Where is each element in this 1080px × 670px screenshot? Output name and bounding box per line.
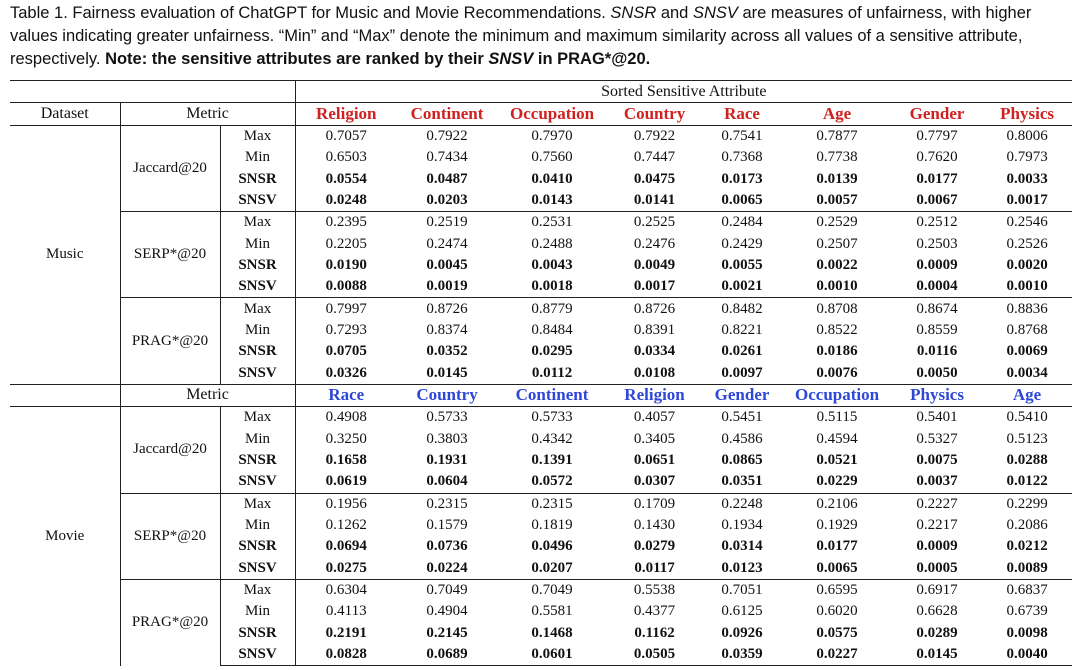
table-row: [10, 407, 1072, 429]
value-cell: 0.7051: [702, 579, 782, 601]
attribute-header: Country: [607, 103, 702, 125]
stat-label: Min: [220, 147, 295, 168]
table-row: [10, 579, 1072, 601]
value-cell: 0.5410: [982, 407, 1072, 429]
value-cell: 0.0010: [816, 278, 858, 295]
value-cell: 0.0108: [633, 364, 676, 381]
value-cell: 0.0177: [816, 538, 858, 555]
value-cell: 0.8482: [702, 298, 782, 320]
value-cell: 0.0487: [426, 170, 468, 187]
caption-text-2: are measures of unfairness, with higher values indicating greater unfairness. “Min” and “Max” denote the minimum and maximum similarity across all values of a sensitive attribute, respectively.: [10, 4, 1032, 68]
value-cell: 0.0139: [816, 170, 858, 187]
value-cell: 0.6917: [892, 579, 982, 601]
stat-label: SNSR: [220, 536, 295, 557]
value-cell: 0.6304: [295, 579, 397, 601]
value-cell: 0.4904: [426, 603, 468, 620]
value-cell: 0.3405: [633, 430, 676, 447]
metric-label: SERP*@20: [120, 493, 220, 579]
value-cell: 0.0275: [325, 559, 367, 576]
value-cell: 0.1579: [426, 517, 468, 534]
dataset-label: Movie: [10, 407, 120, 666]
value-cell: 0.2488: [531, 235, 573, 252]
value-cell: 0.0601: [497, 644, 607, 666]
value-cell: 0.4057: [607, 407, 702, 429]
value-cell: 0.0075: [916, 452, 958, 469]
attribute-header: Race: [702, 103, 782, 125]
value-cell: 0.1934: [721, 517, 763, 534]
value-cell: 0.7049: [497, 579, 607, 601]
caption-note-1: Note: the sensitive attributes are ranked by their: [105, 50, 489, 68]
metric-header: Metric: [120, 384, 295, 406]
value-cell: 0.7293: [325, 321, 367, 338]
attribute-header: Country: [397, 384, 497, 406]
dataset-label: Music: [10, 125, 120, 384]
metric-label: PRAG*@20: [120, 298, 220, 384]
value-cell: 0.0496: [531, 538, 573, 555]
value-cell: 0.8726: [607, 298, 702, 320]
value-cell: 0.2227: [892, 493, 982, 515]
stat-label: Min: [220, 429, 295, 450]
value-cell: 0.0057: [816, 191, 858, 208]
value-cell: 0.0116: [916, 343, 958, 360]
value-cell: 0.4377: [633, 603, 676, 620]
value-cell: 0.1430: [633, 517, 676, 534]
value-cell: 0.5401: [892, 407, 982, 429]
attribute-header: Religion: [295, 103, 397, 125]
value-cell: 0.0575: [816, 624, 858, 641]
value-cell: 0.0122: [1006, 473, 1048, 490]
value-cell: 0.7620: [916, 149, 958, 166]
value-cell: 0.0694: [325, 538, 367, 555]
value-cell: 0.2217: [916, 517, 958, 534]
attribute-header: Gender: [702, 384, 782, 406]
value-cell: 0.7447: [633, 149, 676, 166]
stat-label: Max: [220, 493, 295, 515]
metric-header: Metric: [120, 103, 295, 125]
value-cell: 0.0043: [531, 256, 573, 273]
value-cell: 0.2531: [497, 212, 607, 234]
value-cell: 0.4113: [325, 603, 367, 620]
value-cell: 0.7434: [426, 149, 468, 166]
value-cell: 0.2395: [295, 212, 397, 234]
table-caption: [10, 2, 1072, 71]
value-cell: 0.2512: [892, 212, 982, 234]
dataset-header-empty: [10, 384, 120, 406]
value-cell: 0.0017: [633, 278, 676, 295]
value-cell: 0.0018: [531, 278, 573, 295]
value-cell: 0.0705: [325, 343, 367, 360]
value-cell: 0.0736: [426, 538, 468, 555]
value-cell: 0.1391: [531, 452, 573, 469]
value-cell: 0.0475: [633, 170, 676, 187]
value-cell: 0.2205: [325, 235, 367, 252]
value-cell: 0.0069: [1006, 343, 1048, 360]
value-cell: 0.0055: [721, 256, 763, 273]
value-cell: 0.0314: [721, 538, 763, 555]
value-cell: 0.0229: [816, 473, 858, 490]
value-cell: 0.8559: [916, 321, 958, 338]
metric-label: SERP*@20: [120, 212, 220, 298]
value-cell: 0.0619: [325, 473, 367, 490]
attribute-header: Race: [295, 384, 397, 406]
value-cell: 0.0040: [982, 644, 1072, 666]
caption-snsr: SNSR: [610, 4, 657, 22]
stat-label: SNSV: [220, 471, 295, 493]
value-cell: 0.5451: [702, 407, 782, 429]
value-cell: 0.2507: [816, 235, 858, 252]
value-cell: 0.2191: [325, 624, 367, 641]
value-cell: 0.5733: [397, 407, 497, 429]
value-cell: 0.0289: [916, 624, 958, 641]
caption-snsv: SNSV: [692, 4, 738, 22]
value-cell: 0.7797: [892, 125, 982, 147]
value-cell: 0.0295: [531, 343, 573, 360]
value-cell: 0.6628: [916, 603, 958, 620]
value-cell: 0.2106: [782, 493, 892, 515]
value-cell: 0.0065: [816, 559, 858, 576]
value-cell: 0.0098: [1006, 624, 1048, 641]
value-cell: 0.5581: [531, 603, 573, 620]
value-cell: 0.2546: [982, 212, 1072, 234]
stat-label: SNSV: [220, 558, 295, 580]
value-cell: 0.0145: [892, 644, 982, 666]
value-cell: 0.0651: [633, 452, 676, 469]
value-cell: 0.2315: [397, 493, 497, 515]
stat-label: Min: [220, 515, 295, 536]
value-cell: 0.8006: [982, 125, 1072, 147]
caption-note-2: in PRAG*@20.: [533, 50, 651, 68]
value-cell: 0.0022: [816, 256, 858, 273]
value-cell: 0.2145: [426, 624, 468, 641]
value-cell: 0.0010: [1006, 278, 1048, 295]
value-cell: 0.1956: [295, 493, 397, 515]
value-cell: 0.0009: [916, 256, 958, 273]
value-cell: 0.8522: [816, 321, 858, 338]
attribute-header: Continent: [497, 384, 607, 406]
value-cell: 0.2248: [702, 493, 782, 515]
value-cell: 0.2525: [607, 212, 702, 234]
metric-label: Jaccard@20: [120, 407, 220, 493]
value-cell: 0.2484: [702, 212, 782, 234]
value-cell: 0.4908: [295, 407, 397, 429]
dataset-header: Dataset: [10, 103, 120, 125]
value-cell: 0.6020: [816, 603, 858, 620]
value-cell: 0.0021: [721, 278, 763, 295]
value-cell: 0.0009: [916, 538, 958, 555]
fairness-table: [10, 80, 1072, 666]
value-cell: 0.0227: [782, 644, 892, 666]
value-cell: 0.2315: [497, 493, 607, 515]
value-cell: 0.8374: [426, 321, 468, 338]
attribute-header: Occupation: [497, 103, 607, 125]
stat-label: Max: [220, 125, 295, 147]
value-cell: 0.0050: [916, 364, 958, 381]
caption-label: Table 1.: [10, 4, 68, 22]
value-cell: 0.0033: [1006, 170, 1048, 187]
value-cell: 0.2429: [721, 235, 763, 252]
value-cell: 0.0004: [916, 278, 958, 295]
header-empty: [10, 81, 295, 103]
sorted-attribute-header: Sorted Sensitive Attribute: [295, 81, 1072, 103]
value-cell: 0.8221: [721, 321, 763, 338]
value-cell: 0.0145: [426, 364, 468, 381]
stat-label: Max: [220, 407, 295, 429]
stat-label: SNSV: [220, 276, 295, 298]
value-cell: 0.0212: [1006, 538, 1048, 555]
value-cell: 0.0207: [531, 559, 573, 576]
value-cell: 0.5733: [497, 407, 607, 429]
value-cell: 0.2503: [916, 235, 958, 252]
stat-label: SNSV: [220, 190, 295, 212]
value-cell: 0.2526: [1006, 235, 1048, 252]
value-cell: 0.5115: [782, 407, 892, 429]
caption-note-snsv: SNSV: [488, 50, 534, 68]
value-cell: 0.0572: [531, 473, 573, 490]
value-cell: 0.0521: [816, 452, 858, 469]
value-cell: 0.8708: [782, 298, 892, 320]
attribute-header: Age: [982, 384, 1072, 406]
stat-label: Min: [220, 233, 295, 254]
value-cell: 0.8779: [497, 298, 607, 320]
value-cell: 0.0352: [426, 343, 468, 360]
stat-label: SNSR: [220, 168, 295, 189]
value-cell: 0.7970: [497, 125, 607, 147]
stat-label: Min: [220, 601, 295, 622]
value-cell: 0.6739: [1006, 603, 1048, 620]
value-cell: 0.1468: [531, 624, 573, 641]
table-row: [10, 493, 1072, 515]
attribute-header-row: [10, 384, 1072, 406]
value-cell: 0.2519: [397, 212, 497, 234]
value-cell: 0.7057: [295, 125, 397, 147]
attribute-header: Physics: [892, 384, 982, 406]
value-cell: 0.8391: [633, 321, 676, 338]
value-cell: 0.0865: [721, 452, 763, 469]
value-cell: 0.0089: [1006, 559, 1048, 576]
stat-label: SNSR: [220, 450, 295, 471]
value-cell: 0.0334: [633, 343, 676, 360]
value-cell: 0.2299: [982, 493, 1072, 515]
value-cell: 0.8836: [982, 298, 1072, 320]
stat-label: SNSR: [220, 255, 295, 276]
value-cell: 0.7973: [1006, 149, 1048, 166]
stat-label: SNSR: [220, 341, 295, 362]
metric-label: PRAG*@20: [120, 579, 220, 665]
value-cell: 0.5327: [916, 430, 958, 447]
stat-label: SNSV: [220, 644, 295, 666]
value-cell: 0.0279: [633, 538, 676, 555]
value-cell: 0.2529: [782, 212, 892, 234]
value-cell: 0.0112: [531, 364, 573, 381]
value-cell: 0.8674: [892, 298, 982, 320]
value-cell: 0.7877: [782, 125, 892, 147]
value-cell: 0.0037: [916, 473, 958, 490]
value-cell: 0.0141: [633, 191, 676, 208]
value-cell: 0.0067: [916, 191, 958, 208]
attribute-header: Occupation: [782, 384, 892, 406]
value-cell: 0.0020: [1006, 256, 1048, 273]
value-cell: 0.0505: [607, 644, 702, 666]
value-cell: 0.0177: [916, 170, 958, 187]
value-cell: 0.3250: [325, 430, 367, 447]
value-cell: 0.0926: [721, 624, 763, 641]
caption-and: and: [656, 4, 693, 22]
value-cell: 0.3803: [426, 430, 468, 447]
value-cell: 0.1931: [426, 452, 468, 469]
value-cell: 0.2086: [1006, 517, 1048, 534]
value-cell: 0.7997: [295, 298, 397, 320]
value-cell: 0.0248: [325, 191, 367, 208]
value-cell: 0.8768: [1006, 321, 1048, 338]
value-cell: 0.0351: [721, 473, 763, 490]
value-cell: 0.0019: [426, 278, 468, 295]
value-cell: 0.4586: [721, 430, 763, 447]
value-cell: 0.0410: [531, 170, 573, 187]
caption-text-1: Fairness evaluation of ChatGPT for Music and Movie Recommendations.: [67, 4, 611, 22]
header-row-top: [10, 81, 1072, 103]
table-row: [10, 212, 1072, 234]
value-cell: 0.7368: [721, 149, 763, 166]
metric-label: Jaccard@20: [120, 125, 220, 211]
value-cell: 0.5538: [607, 579, 702, 601]
value-cell: 0.0034: [1006, 364, 1048, 381]
value-cell: 0.7049: [397, 579, 497, 601]
value-cell: 0.8726: [397, 298, 497, 320]
stat-label: Max: [220, 298, 295, 320]
value-cell: 0.0828: [295, 644, 397, 666]
stat-label: SNSV: [220, 362, 295, 384]
value-cell: 0.2474: [426, 235, 468, 252]
value-cell: 0.0604: [426, 473, 468, 490]
value-cell: 0.7922: [397, 125, 497, 147]
table-row: [10, 298, 1072, 320]
value-cell: 0.0123: [721, 559, 763, 576]
value-cell: 0.1929: [816, 517, 858, 534]
stat-label: SNSR: [220, 623, 295, 644]
table-row: [10, 125, 1072, 147]
value-cell: 0.7541: [702, 125, 782, 147]
value-cell: 0.0359: [702, 644, 782, 666]
stat-label: Max: [220, 212, 295, 234]
value-cell: 0.0088: [325, 278, 367, 295]
value-cell: 0.6837: [982, 579, 1072, 601]
attribute-header: Age: [782, 103, 892, 125]
value-cell: 0.1262: [325, 517, 367, 534]
attribute-header: Religion: [607, 384, 702, 406]
value-cell: 0.0307: [633, 473, 676, 490]
value-cell: 0.2476: [633, 235, 676, 252]
attribute-header: Physics: [982, 103, 1072, 125]
value-cell: 0.7560: [531, 149, 573, 166]
value-cell: 0.0288: [1006, 452, 1048, 469]
attribute-header: Continent: [397, 103, 497, 125]
value-cell: 0.6503: [325, 149, 367, 166]
value-cell: 0.1819: [531, 517, 573, 534]
value-cell: 0.0261: [721, 343, 763, 360]
value-cell: 0.1658: [325, 452, 367, 469]
value-cell: 0.0017: [1006, 191, 1048, 208]
value-cell: 0.7922: [607, 125, 702, 147]
value-cell: 0.8484: [531, 321, 573, 338]
stat-label: Max: [220, 579, 295, 601]
value-cell: 0.0186: [816, 343, 858, 360]
value-cell: 0.5123: [1006, 430, 1048, 447]
value-cell: 0.1162: [634, 624, 675, 641]
value-cell: 0.6595: [782, 579, 892, 601]
value-cell: 0.4342: [531, 430, 573, 447]
value-cell: 0.0065: [721, 191, 763, 208]
attribute-header: Gender: [892, 103, 982, 125]
value-cell: 0.0689: [397, 644, 497, 666]
value-cell: 0.0045: [426, 256, 468, 273]
value-cell: 0.0049: [633, 256, 676, 273]
value-cell: 0.0326: [325, 364, 367, 381]
value-cell: 0.0554: [325, 170, 367, 187]
value-cell: 0.0076: [816, 364, 858, 381]
value-cell: 0.7738: [816, 149, 858, 166]
value-cell: 0.0117: [634, 559, 675, 576]
value-cell: 0.4594: [816, 430, 858, 447]
value-cell: 0.0097: [721, 364, 763, 381]
attribute-header-row: [10, 103, 1072, 125]
value-cell: 0.0143: [531, 191, 573, 208]
value-cell: 0.0005: [916, 559, 958, 576]
value-cell: 0.0190: [325, 256, 367, 273]
value-cell: 0.0203: [426, 191, 468, 208]
value-cell: 0.0173: [721, 170, 763, 187]
value-cell: 0.0224: [426, 559, 468, 576]
stat-label: Min: [220, 320, 295, 341]
value-cell: 0.6125: [721, 603, 763, 620]
value-cell: 0.1709: [607, 493, 702, 515]
